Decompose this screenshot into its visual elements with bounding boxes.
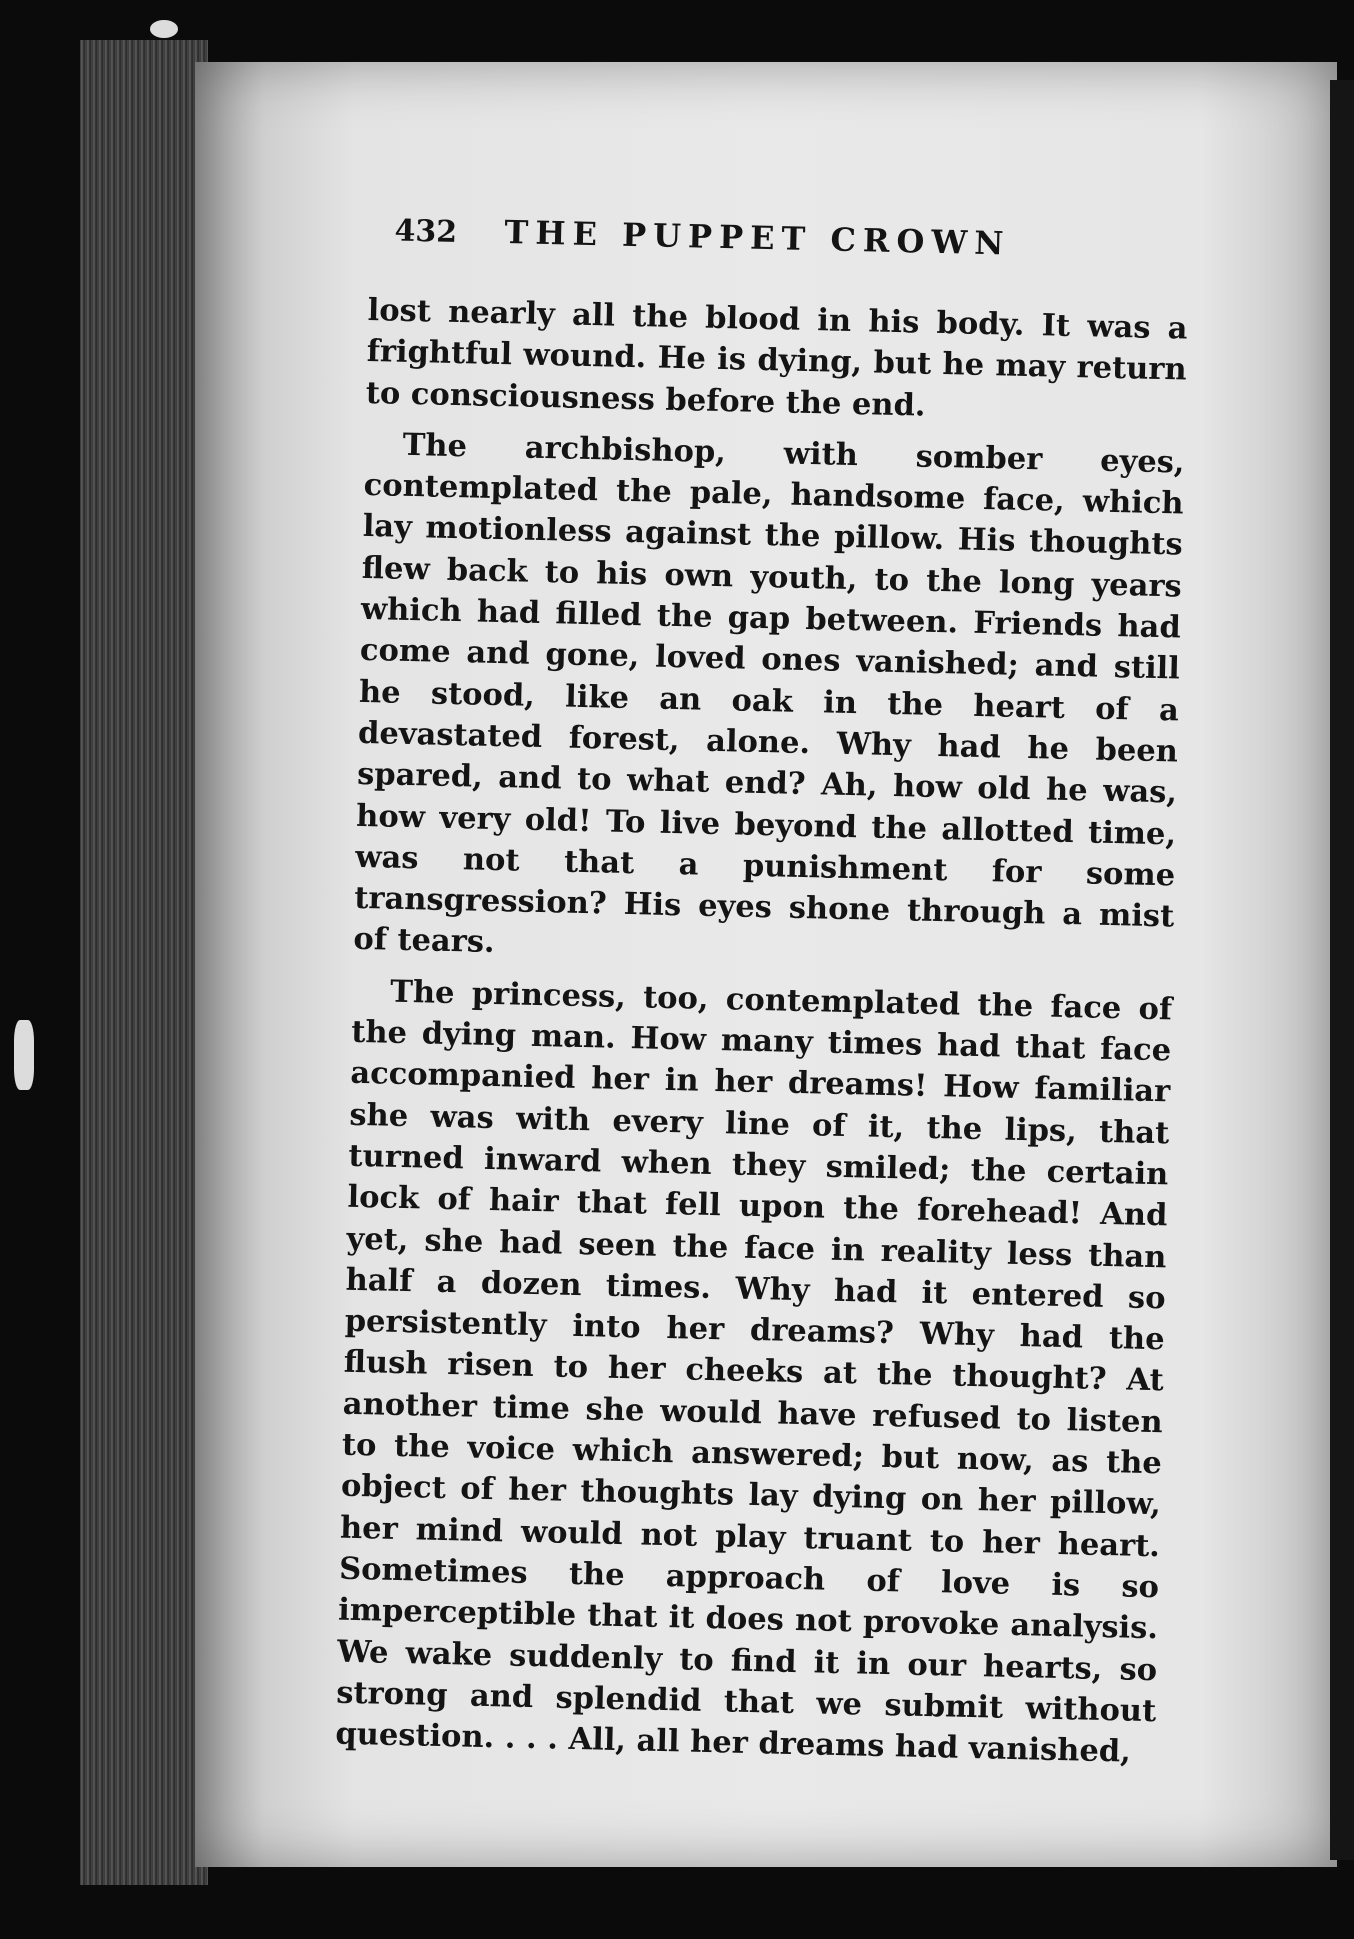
page-gutter-shadow — [1330, 80, 1354, 1860]
paragraph-princess: The princess, too, contemplated the face of the dying man. How many times had that face accompanied her in her dreams! How familiar she was with every line of it, the lips, that turned inward when they smiled; the certain lock of hair that fell upon the forehead! And yet, she had seen the face in reality less than half a dozen times. Why had it entered so persistently into her dreams? Why had the flush risen to her cheeks at the thought? At another time she would have refused to listen to the voice which answered; but now, as the object of her thoughts lay dying on her pillow, her mind would not play truant to her heart. Sometimes the approach of love is so imperceptible that it does not provoke analysis. We wake suddenly to find it in our hearts, so strong and splendid that we submit without question. . . . All, all her dreams had vanished, — [335, 973, 1173, 1770]
paragraph-archbishop: The archbishop, with somber eyes, contemplated the pale, handsome face, which lay motionless against the pillow. His thoughts flew back to his own youth, to the long years which had filled the gap between. Friends had come and gone, loved ones vanished; and still he stood, like an oak in the heart of a devastated forest, alone. Why had he been spared, and to what end? Ah, how old he was, how very old! To live beyond the allotted time, was not that a punishment for some transgression? His eyes shone through a mist of tears. — [353, 426, 1185, 961]
running-title: THE PUPPET CROWN — [504, 213, 1011, 263]
paragraph-continued: lost nearly all the blood in his body. It was a frightful wound. He is dying, but he may return to consciousness before the end. — [365, 291, 1188, 424]
body-text — [335, 290, 1188, 1774]
scan-blemish — [14, 1020, 34, 1090]
book-page-edges — [80, 40, 208, 1885]
page-content — [335, 210, 1190, 1770]
page-number: 432 — [394, 213, 458, 250]
scan-blemish — [150, 20, 178, 38]
